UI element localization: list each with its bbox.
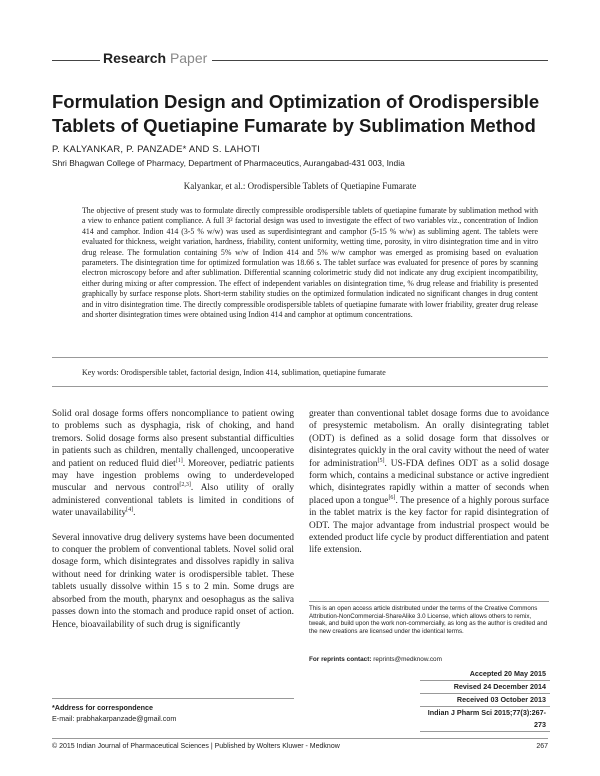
accepted-date: Accepted 20 May 2015 (420, 668, 550, 681)
reference-link[interactable]: [2,3] (179, 482, 191, 489)
reprints-email[interactable]: reprints@medknow.com (373, 656, 442, 663)
divider (52, 698, 294, 699)
paper-title: Formulation Design and Optimization of Orodispersible Tablets of Quetiapine Fumarate by Sublimation Method (52, 91, 540, 136)
affiliation: Shri Bhagwan College of Pharmacy, Department of Pharmaceutics, Aurangabad-431 003, India (52, 158, 405, 168)
divider (309, 601, 549, 602)
reference-link[interactable]: [6] (388, 494, 396, 501)
footer-copyright: © 2015 Indian Journal of Pharmaceutical Sciences | Published by Wolters Kluwer - Medknow (52, 743, 340, 750)
received-date: Received 03 October 2013 (420, 694, 550, 707)
article-dates (420, 668, 550, 732)
header-rule-left (52, 60, 100, 61)
body-paragraph: greater than conventional tablet dosage forms due to avoidance of presystemic metabolism. An orally disintegrating tablet (ODT) is defined as a solid dosage form that dissolves or disintegrates quickly in the oral cavity without the need of water for administration[5]. US-FDA defines ODT as a solid dosage form which, contains a medicinal substance or active ingredient which, disintegrates rapidly within a matter of seconds when placed upon a tongue[6]. The presence of a highly porous surface in the tablet matrix is the key factor for rapid disintegration of ODT. The major advantage from industrial prospect would be extended product life cycle by product differentiation and patent life extension. (309, 409, 550, 556)
revised-date: Revised 24 December 2014 (420, 681, 550, 694)
divider (52, 386, 548, 387)
correspondence-email[interactable]: E-mail: prabhakarpanzade@gmail.com (52, 714, 177, 723)
running-head: Kalyankar, et al.: Orodispersible Tablets of Quetiapine Fumarate (183, 181, 417, 191)
license-notice: This is an open access article distributed under the terms of the Creative Commons Attribution-NonCommercial-ShareAlike 3.0 License, which allows others to remix, tweak, and build upon the work non-commercially, as long as the author is credited and the new creations are licensed under the identical terms. (309, 605, 548, 635)
correspondence (52, 702, 176, 724)
body-column-right (309, 408, 549, 557)
reprints-contact: For reprints contact: reprints@medknow.com (309, 656, 442, 663)
body-column-left (52, 408, 294, 631)
author-list: P. KALYANKAR, P. PANZADE* AND S. LAHOTI (52, 144, 261, 155)
footer-rule (52, 738, 548, 739)
body-paragraph: Solid oral dosage forms offers noncompliance to patient owing to problems such as dysphagia, risk of choking, and hand tremors. Solid dosage forms also present substantial difficulties in patients such as children, mentally challenged, uncooperative and patient on reduced fluid diet[1]. Moreover, pediatric patients may have ingestion problems owing to underdeveloped muscular and nervous control[2,3]. Also utility of orally administered conventional tablets is limited in conditions of water unavailability[4]. (52, 409, 295, 519)
page-number: 267 (536, 743, 548, 750)
correspondence-label: *Address for correspondence (52, 703, 154, 712)
reference-link[interactable]: [5] (377, 457, 385, 464)
header-rule-right (212, 60, 548, 61)
divider (52, 357, 548, 358)
citation: Indian J Pharm Sci 2015;77(3):267-273 (420, 707, 550, 732)
reference-link[interactable]: [1] (175, 457, 183, 464)
article-type-label: Research Paper (103, 50, 208, 66)
reference-link[interactable]: [4] (126, 507, 134, 514)
keywords: Key words: Orodispersible tablet, factorial design, Indion 414, sublimation, quetiapine fumarate (82, 368, 386, 377)
body-paragraph: Several innovative drug delivery systems have been documented to conquer the problem of conventional tablets. Novel solid oral dosage form, which disintegrates and dissolves rapidly in saliva without need for drinking water is orodispersible tablet. These tablets usually dissolve within 15 s to 2 min. Some drugs are absorbed from the mouth, pharynx and oesophagus as the saliva passes down into the stomach and produce rapid onset of action. Hence, bioavailability of such drug is significantly (52, 532, 294, 630)
abstract: The objective of present study was to formulate directly compressible orodispersible tablets of quetiapine fumarate by sublimation method with a view to enhance patient compliance. A full 3² factorial design was used to investigate the effect of two variables viz., concentration of Indion 414 and camphor. Indion 414 (3-5 % w/w) was used as superdisintegrant and camphor (5-15 % w/w) as subliming agent. The tablets were evaluated for thickness, weight variation, hardness, friability, content uniformity, wetting time, porosity, in vitro disintegration time and in vitro drug release. The formulation containing 5% w/w of Indion 414 and 5% w/w camphor was emerged as promising based on evaluation parameters. The disintegration time for optimized formulation was 18.66 s. The tablet surface was evaluated for presence of pores by scanning electron microscopy before and after sublimation. Differential scanning colorimetric study did not indicate any drug excipient incompatibility, either during mixing or after compression. The effect of independent variables on disintegration time, % drug release and friability is presented graphically by surface response plots. Short-term stability studies on the optimized formulation indicated no significant changes in drug content and in vitro disintegration time. The directly compressible orodispersible tablets of quetiapine fumarate with lower friability, greater drug release and shorter disintegration times were obtained using Indion 414 and camphor at optimum concentrations. (82, 206, 538, 320)
